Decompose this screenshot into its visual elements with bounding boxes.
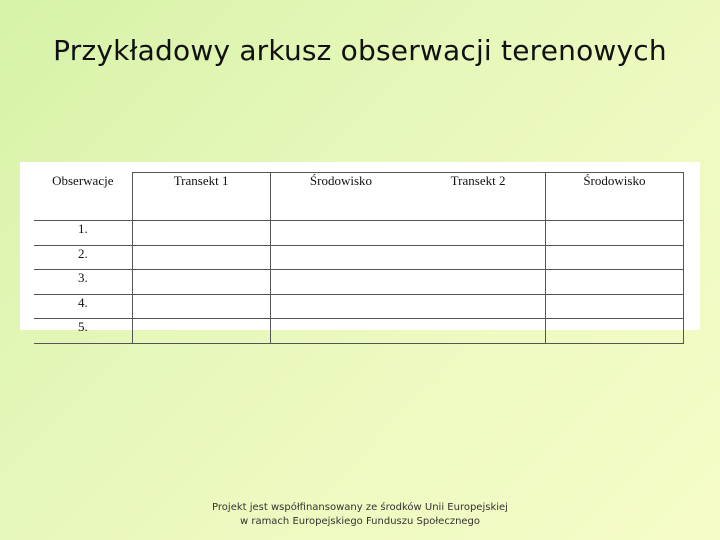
table-cell <box>545 245 683 270</box>
header-environment-2: Środowisko <box>545 173 683 221</box>
table-cell <box>132 294 270 319</box>
header-transect-1: Transekt 1 <box>132 173 270 221</box>
table-row <box>34 221 684 246</box>
row-number: 2. <box>34 245 132 270</box>
table-row <box>34 294 684 319</box>
row-number: 3. <box>34 270 132 295</box>
table-cell <box>545 270 683 295</box>
table-row <box>34 270 684 295</box>
footer-line-1: Projekt jest współfinansowany ze środków Unii Europejskiej <box>212 502 508 513</box>
table-cell <box>132 221 270 246</box>
footer-line-2: w ramach Europejskiego Funduszu Społecznego <box>239 516 481 527</box>
row-number: 1. <box>34 221 132 246</box>
table-cell <box>270 319 545 344</box>
table-cell <box>545 294 683 319</box>
table-cell <box>545 319 683 344</box>
observation-sheet <box>20 162 700 335</box>
table-row <box>34 319 684 344</box>
header-transect-2: Transekt 2 <box>450 173 506 188</box>
observation-table <box>34 172 684 344</box>
header-transect-2-group <box>270 173 545 221</box>
table-cell <box>132 270 270 295</box>
footer-note <box>0 501 720 529</box>
slide-title: Przykładowy arkusz obserwacji terenowych <box>53 34 667 67</box>
header-environment-1: Środowisko <box>309 173 373 188</box>
header-observations: Obserwacje <box>34 173 132 221</box>
table-header-row <box>34 173 684 221</box>
table-cell <box>270 245 545 270</box>
table-cell <box>270 221 545 246</box>
table-cell <box>132 319 270 344</box>
table-cell <box>545 221 683 246</box>
table-cell <box>270 270 545 295</box>
row-number: 4. <box>34 294 132 319</box>
table-cell <box>270 294 545 319</box>
row-number: 5. <box>34 319 132 344</box>
table-row <box>34 245 684 270</box>
table-cell <box>132 245 270 270</box>
